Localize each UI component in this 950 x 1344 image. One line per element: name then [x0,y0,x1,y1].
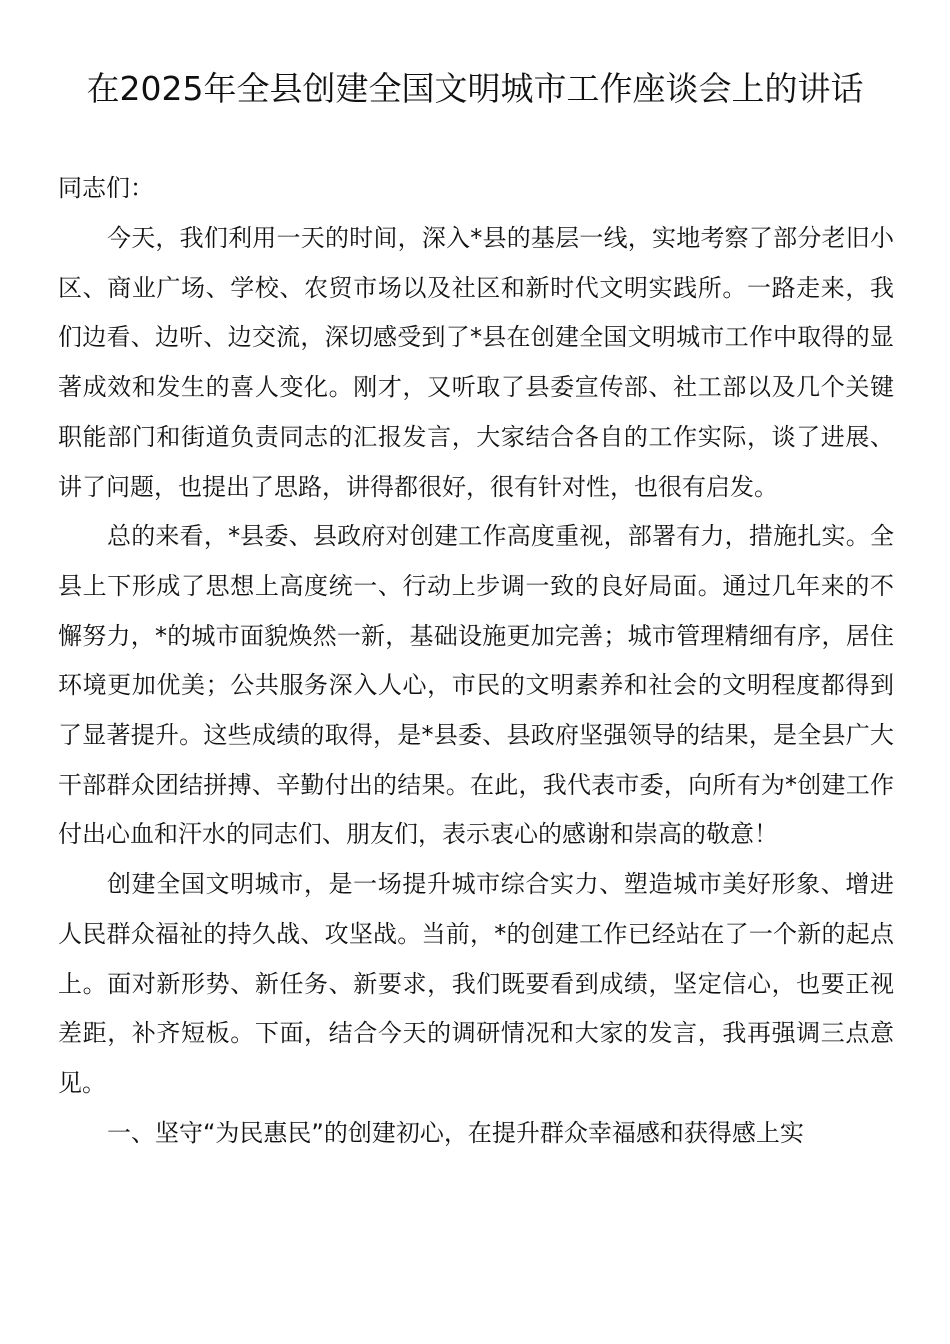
section-heading-1: 一、坚守“为民惠民”的创建初心，在提升群众幸福感和获得感上实 [107,1118,804,1147]
document-title: 在2025年全县创建全国文明城市工作座谈会上的讲话 [86,69,864,108]
salutation: 同志们： [58,174,154,202]
document-body [58,214,894,1158]
paragraph-2: 总的来看，*县委、县政府对创建工作高度重视，部署有力，措施扎实。全县上下形成了思想上高度统一、行动上步调一致的良好局面。通过几年来的不懈努力，*的城市面貌焕然一新，基础设施更加完善；城市管理精细有序，居住环境更加优美；公共服务深入人心，市民的文明素养和社会的文明程度都得到了显著提升。这些成绩的取得，是*县委、县政府坚强领导的结果，是全县广大干部群众团结拼搏、辛勤付出的结果。在此，我代表市委，向所有为*创建工作付出心血和汗水的同志们、朋友们，表示衷心的感谢和崇高的敬意！ [58,522,894,849]
paragraph-3: 创建全国文明城市，是一场提升城市综合实力、塑造城市美好形象、增进人民群众福祉的持久战、攻坚战。当前，*的创建工作已经站在了一个新的起点上。面对新形势、新任务、新要求，我们既要看到成绩，坚定信心，也要正视差距，补齐短板。下面，结合今天的调研情况和大家的发言，我再强调三点意见。 [58,870,894,1097]
paragraph-1: 今天，我们利用一天的时间，深入*县的基层一线，实地考察了部分老旧小区、商业广场、学校、农贸市场以及社区和新时代文明实践所。一路走来，我们边看、边听、边交流，深切感受到了*县在创建全国文明城市工作中取得的显著成效和发生的喜人变化。刚才，又听取了县委宣传部、社工部以及几个关键职能部门和街道负责同志的汇报发言，大家结合各自的工作实际，谈了进展、讲了问题，也提出了思路，讲得都很好，很有针对性，也很有启发。 [58,224,894,501]
